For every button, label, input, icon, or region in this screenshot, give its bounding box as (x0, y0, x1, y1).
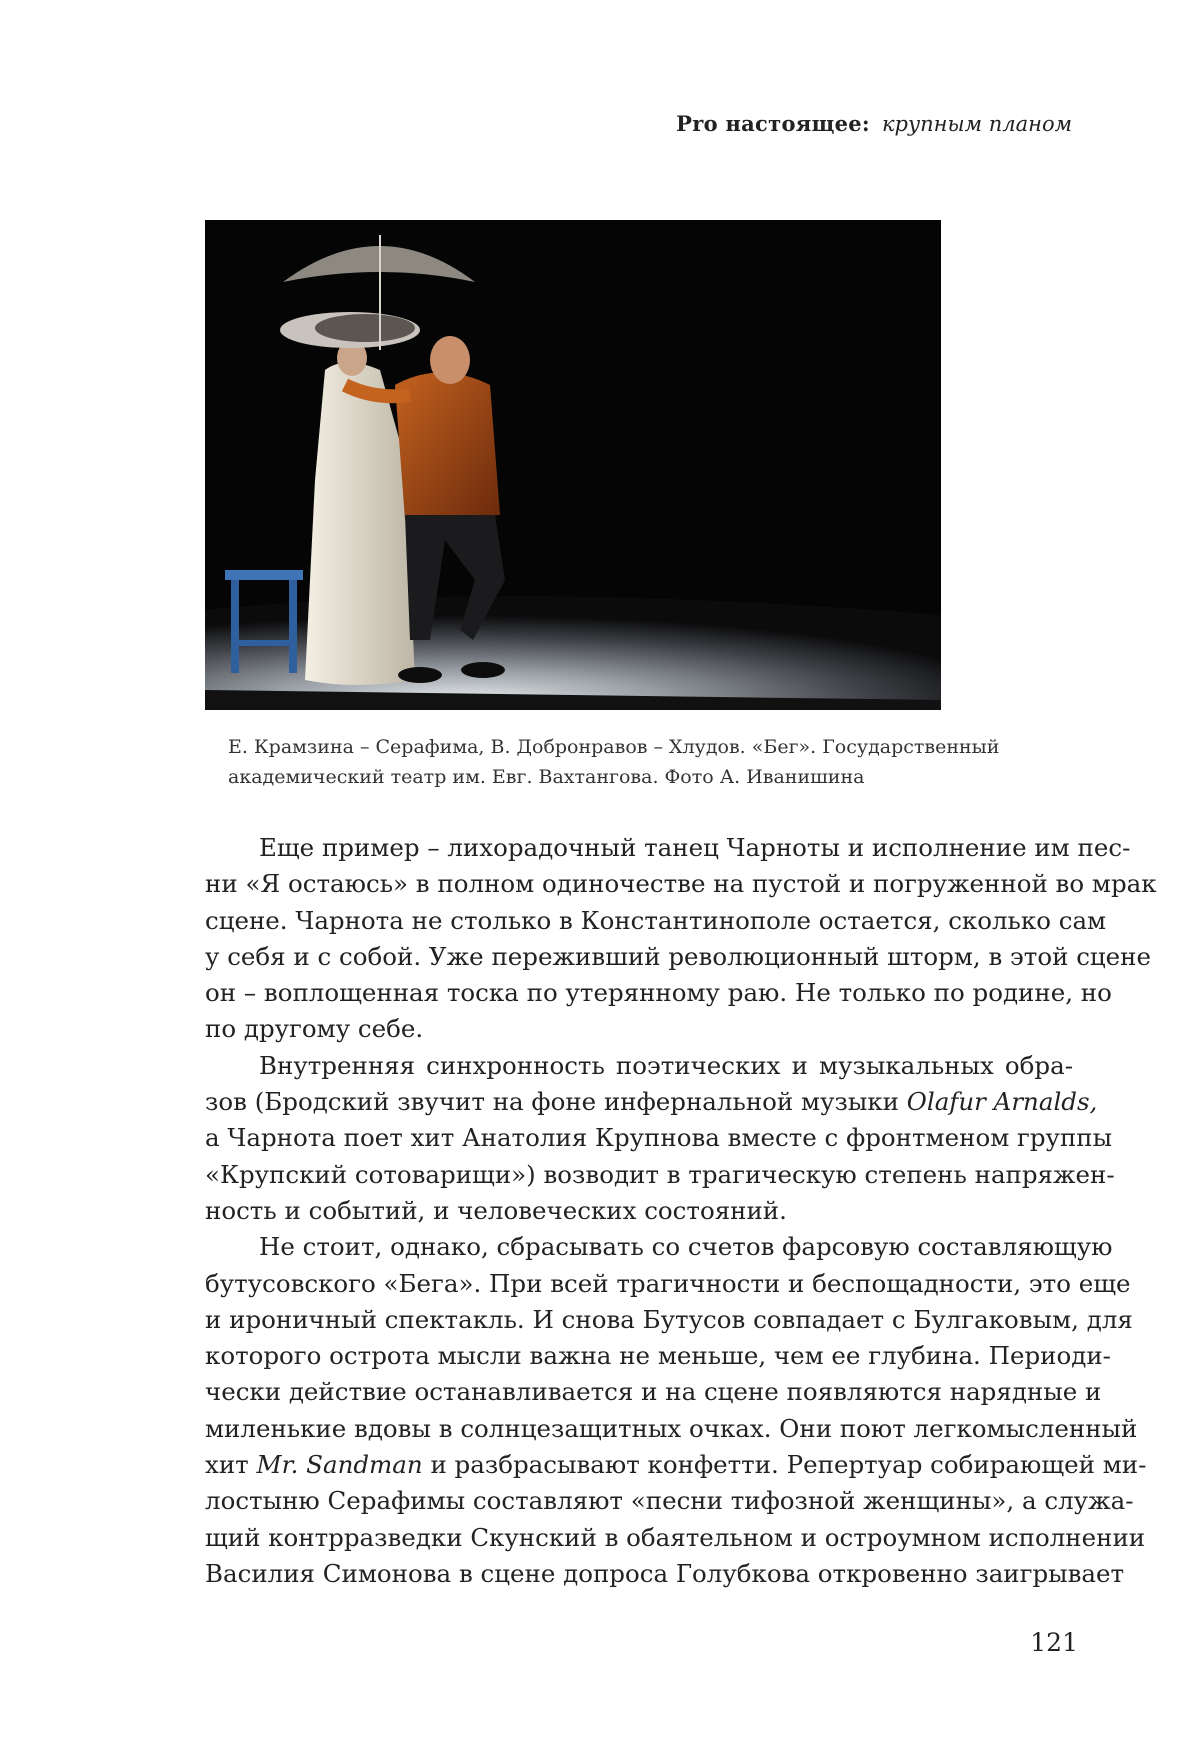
caption-line: Е. Крамзина – Серафима, В. Добронравов – Хлудов. «Бег». Государственный (228, 732, 1048, 762)
text-line: ни «Я остаюсь» в полном одиночестве на пустой и погруженной во мрак (205, 866, 1073, 902)
text-fragment: зов (Бродский звучит на фоне инфернальной музыки (205, 1087, 907, 1116)
text-line: Не стоит, однако, сбрасывать со счетов фарсовую составляющую (205, 1229, 1073, 1265)
text-line: ность и событий, и человеческих состояний. (205, 1193, 1073, 1229)
italic-song: Mr. Sandman (257, 1450, 423, 1479)
paragraph (205, 1229, 1073, 1592)
text-line: а Чарнота поет хит Анатолия Крупнова вместе с фронтменом группы (205, 1120, 1073, 1156)
body-text (205, 830, 1073, 1592)
photo-caption (228, 732, 1048, 792)
text-line: сцене. Чарнота не столько в Константинополе остается, сколько сам (205, 903, 1073, 939)
caption-line: академический театр им. Евг. Вахтангова. Фото А. Иванишина (228, 762, 1048, 792)
text-line: чески действие останавливается и на сцене появляются нарядные и (205, 1374, 1073, 1410)
running-head-subtitle: крупным планом (882, 112, 1072, 136)
running-head-section: Pro настоящее: (676, 111, 870, 136)
text-fragment: хит (205, 1450, 257, 1479)
italic-name: Olafur Arnalds, (907, 1087, 1098, 1116)
text-line: бутусовского «Бега». При всей трагичности и беспощадности, это еще (205, 1266, 1073, 1302)
text-line: и ироничный спектакль. И снова Бутусов совпадает с Булгаковым, для (205, 1302, 1073, 1338)
text-line (205, 1447, 1073, 1483)
text-line: Внутренняя синхронность поэтических и музыкальных обра- (205, 1048, 1073, 1084)
text-line: «Крупский сотоварищи») возводит в трагическую степень напряжен- (205, 1157, 1073, 1193)
text-line: Еще пример – лихорадочный танец Чарноты и исполнение им пес- (205, 830, 1073, 866)
paragraph (205, 830, 1073, 1048)
text-line: Василия Симонова в сцене допроса Голубкова откровенно заигрывает (205, 1556, 1073, 1592)
text-line: по другому себе. (205, 1011, 1073, 1047)
theater-photo (205, 220, 941, 710)
text-line: миленькие вдовы в солнцезащитных очках. Они поют легкомысленный (205, 1411, 1073, 1447)
running-head (676, 111, 1072, 136)
paragraph (205, 1048, 1073, 1229)
text-line: у себя и с собой. Уже переживший революционный шторм, в этой сцене (205, 939, 1073, 975)
text-line: он – воплощенная тоска по утерянному раю. Не только по родине, но (205, 975, 1073, 1011)
text-fragment: и разбрасывают конфетти. Репертуар собирающей ми- (423, 1450, 1147, 1479)
text-line: которого острота мысли важна не меньше, чем ее глубина. Периоди- (205, 1338, 1073, 1374)
page-number: 121 (1030, 1628, 1078, 1657)
text-line: лостыню Серафимы составляют «песни тифозной женщины», а служа- (205, 1483, 1073, 1519)
text-line (205, 1084, 1073, 1120)
text-line: щий контрразведки Скунский в обаятельном и остроумном исполнении (205, 1520, 1073, 1556)
